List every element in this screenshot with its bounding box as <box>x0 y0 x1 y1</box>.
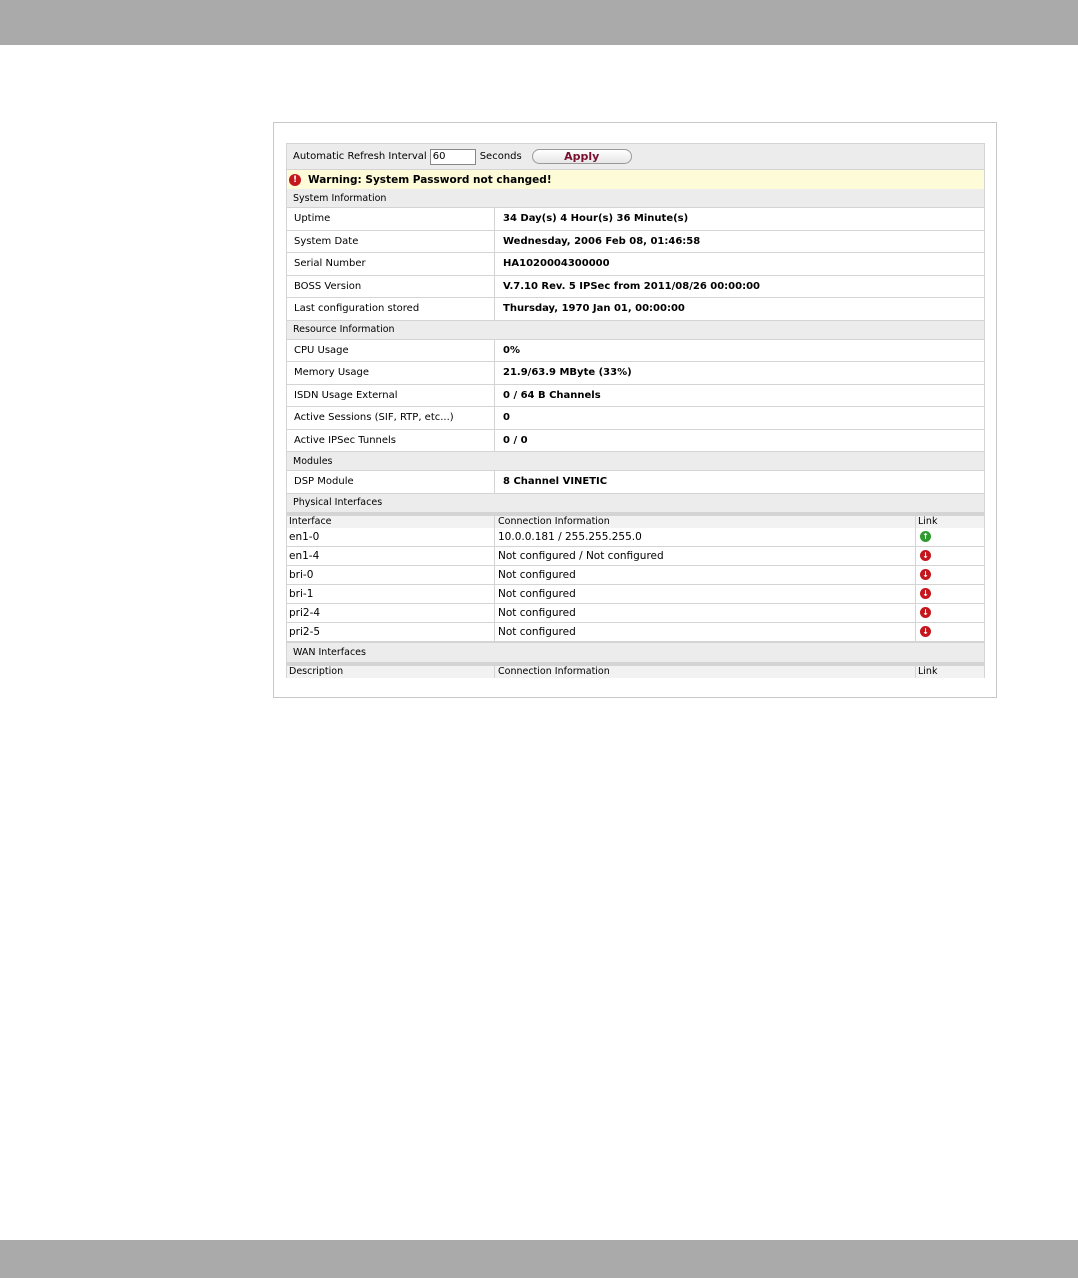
info-label: Uptime <box>287 208 495 230</box>
refresh-interval-input[interactable] <box>430 149 476 165</box>
section-resource-information <box>286 321 985 340</box>
connection-info: Not configured <box>495 585 916 603</box>
info-row <box>286 208 985 231</box>
info-row <box>286 231 985 254</box>
table-row <box>286 604 985 623</box>
connection-info: 10.0.0.181 / 255.255.255.0 <box>495 528 916 546</box>
arrow-down-circle-icon: ↓ <box>920 626 931 637</box>
link-status <box>916 623 984 641</box>
connection-info: Not configured <box>495 566 916 584</box>
interface-name: bri-1 <box>287 585 495 603</box>
info-value: Wednesday, 2006 Feb 08, 01:46:58 <box>503 235 701 247</box>
column-header-interface: Interface <box>287 516 495 528</box>
wan-interfaces-header <box>286 663 985 678</box>
info-value: 0 / 64 B Channels <box>503 389 601 401</box>
info-row <box>286 298 985 321</box>
info-value: 21.9/63.9 MByte (33%) <box>503 367 632 379</box>
column-header-link: Link <box>918 666 938 677</box>
link-status <box>916 585 984 603</box>
arrow-up-circle-icon: ↑ <box>920 531 931 542</box>
info-row <box>286 253 985 276</box>
info-row <box>286 430 985 453</box>
section-wan-interfaces <box>286 642 985 663</box>
status-content <box>286 143 985 678</box>
physical-interfaces-header <box>286 513 985 528</box>
info-row <box>286 385 985 408</box>
link-status <box>916 604 984 622</box>
table-row <box>286 623 985 642</box>
warning-banner <box>286 170 985 189</box>
info-label: Memory Usage <box>287 362 495 384</box>
table-row <box>286 528 985 547</box>
connection-info: Not configured <box>495 623 916 641</box>
info-value: 0 / 0 <box>503 434 528 446</box>
column-header-connection-info: Connection Information <box>495 666 916 678</box>
connection-info: Not configured <box>495 604 916 622</box>
section-title: WAN Interfaces <box>293 646 366 658</box>
exclamation-circle-icon: ! <box>289 174 301 186</box>
column-header-link: Link <box>918 516 938 527</box>
section-title: Physical Interfaces <box>293 497 383 508</box>
info-value: Thursday, 1970 Jan 01, 00:00:00 <box>503 303 685 315</box>
section-physical-interfaces <box>286 494 985 513</box>
info-value: 34 Day(s) 4 Hour(s) 36 Minute(s) <box>503 213 689 225</box>
section-title: System Information <box>293 192 387 204</box>
info-label: System Date <box>287 231 495 253</box>
warning-text: Warning: System Password not changed! <box>308 173 552 186</box>
section-system-information <box>286 189 985 208</box>
interface-name: bri-0 <box>287 566 495 584</box>
info-label: ISDN Usage External <box>287 385 495 407</box>
table-row <box>286 547 985 566</box>
interface-name: en1-0 <box>287 528 495 546</box>
info-label: Serial Number <box>287 253 495 275</box>
info-value: 0% <box>503 344 520 356</box>
bottom-bar <box>0 1240 1078 1278</box>
column-header-description: Description <box>287 666 495 678</box>
section-title: Modules <box>293 455 333 467</box>
section-title: Resource Information <box>293 324 395 335</box>
refresh-interval-label: Automatic Refresh Interval <box>293 151 427 162</box>
info-value: 8 Channel VINETIC <box>503 476 608 488</box>
info-label: BOSS Version <box>287 276 495 298</box>
table-row <box>286 585 985 604</box>
column-header-connection-info: Connection Information <box>495 516 916 528</box>
arrow-down-circle-icon: ↓ <box>920 550 931 561</box>
info-value: V.7.10 Rev. 5 IPSec from 2011/08/26 00:00:00 <box>503 280 761 292</box>
info-row <box>286 471 985 494</box>
interface-name: pri2-4 <box>287 604 495 622</box>
connection-info: Not configured / Not configured <box>495 547 916 565</box>
interface-name: en1-4 <box>287 547 495 565</box>
info-label: CPU Usage <box>287 340 495 362</box>
arrow-down-circle-icon: ↓ <box>920 588 931 599</box>
arrow-down-circle-icon: ↓ <box>920 569 931 580</box>
refresh-bar <box>286 143 985 170</box>
info-row <box>286 362 985 385</box>
info-row <box>286 407 985 430</box>
link-status <box>916 547 984 565</box>
link-status <box>916 528 984 546</box>
arrow-down-circle-icon: ↓ <box>920 607 931 618</box>
section-modules <box>286 452 985 471</box>
info-row <box>286 276 985 299</box>
info-value: 0 <box>503 412 510 424</box>
status-panel <box>273 122 997 698</box>
info-value: HA1020004300000 <box>503 258 610 270</box>
link-status <box>916 566 984 584</box>
info-label: Last configuration stored <box>287 298 495 320</box>
info-label: DSP Module <box>287 471 495 493</box>
interface-name: pri2-5 <box>287 623 495 641</box>
refresh-unit-label: Seconds <box>479 151 522 162</box>
table-row <box>286 566 985 585</box>
info-label: Active IPSec Tunnels <box>287 430 495 452</box>
info-row <box>286 340 985 363</box>
top-bar <box>0 0 1078 45</box>
apply-button[interactable]: Apply <box>532 149 632 164</box>
info-label: Active Sessions (SIF, RTP, etc...) <box>287 407 495 429</box>
